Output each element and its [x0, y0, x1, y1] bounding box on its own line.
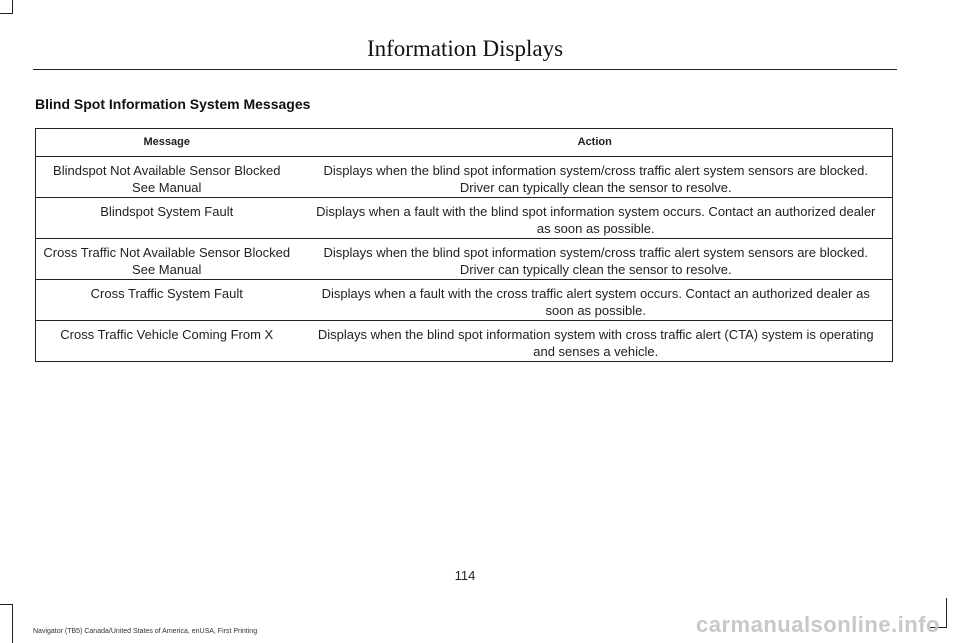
page-number: 114 [454, 568, 476, 583]
message-line: Blindspot System Fault [100, 204, 234, 219]
table-header-row [36, 129, 893, 157]
action-line: Displays when a fault with the blind spot information system occurs. Contact an authorized dealer [316, 204, 876, 219]
crop-mark [12, 604, 13, 643]
message-cell [36, 321, 298, 362]
column-header-action: Action [298, 129, 893, 157]
column-header-message: Message [36, 129, 298, 157]
message-line: Cross Traffic Vehicle Coming From X [60, 327, 274, 342]
message-line: See Manual [132, 262, 202, 277]
action-line: as soon as possible. [536, 221, 655, 236]
message-line: See Manual [132, 180, 202, 195]
crop-mark [0, 604, 13, 605]
message-cell [36, 239, 298, 280]
action-line: Driver can typically clean the sensor to resolve. [459, 180, 732, 195]
message-line: Blindspot Not Available Sensor Blocked [53, 163, 281, 178]
messages-table [35, 128, 893, 362]
section-heading: Blind Spot Information System Messages [35, 96, 311, 112]
action-cell [298, 239, 893, 280]
action-cell [298, 280, 893, 321]
crop-mark [946, 598, 947, 628]
action-line: Displays when the blind spot information system/cross traffic alert system sensors are blocked. [323, 245, 869, 260]
action-line: Displays when the blind spot information system with cross traffic alert (CTA) system is operating [317, 327, 874, 342]
table-row [36, 321, 893, 362]
action-line: Displays when a fault with the cross traffic alert system occurs. Contact an authorized dealer as [321, 286, 870, 301]
crop-mark [12, 0, 13, 14]
action-cell [298, 198, 893, 239]
page-title: Information Displays [366, 36, 564, 61]
action-line: Driver can typically clean the sensor to resolve. [459, 262, 732, 277]
action-cell [298, 321, 893, 362]
action-line: soon as possible. [545, 303, 646, 318]
action-line: Displays when the blind spot information system/cross traffic alert system sensors are blocked. [323, 163, 869, 178]
action-cell [298, 157, 893, 198]
crop-mark [0, 13, 13, 14]
message-line: Cross Traffic Not Available Sensor Blocked [43, 245, 291, 260]
table-row [36, 157, 893, 198]
watermark: carmanualsonline.info [696, 612, 940, 637]
message-cell [36, 280, 298, 321]
message-cell [36, 157, 298, 198]
table-row [36, 198, 893, 239]
table-row [36, 239, 893, 280]
action-line: and senses a vehicle. [533, 344, 659, 359]
message-cell [36, 198, 298, 239]
message-line: Cross Traffic System Fault [90, 286, 243, 301]
title-divider [33, 69, 897, 70]
table-row [36, 280, 893, 321]
footer-note: Navigator (TB5) Canada/United States of America, enUSA, First Printing [33, 628, 258, 635]
